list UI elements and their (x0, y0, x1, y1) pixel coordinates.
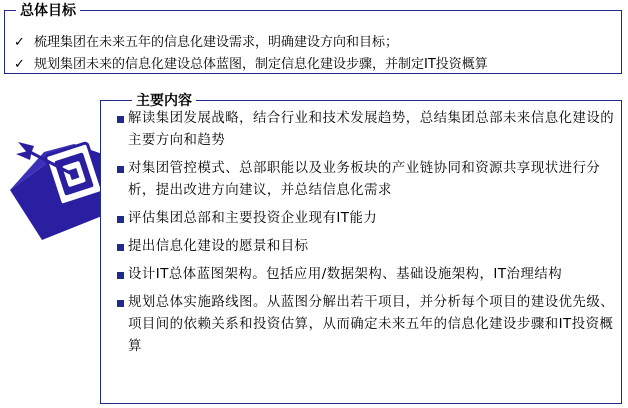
overall-goal-list (14, 32, 488, 76)
list-item (14, 32, 488, 54)
list-item (116, 264, 616, 286)
list-item (116, 236, 616, 258)
square-bullet-icon (116, 108, 128, 130)
content-text: 对集团管控模式、总部职能以及业务板块的产业链协同和资源共享现状进行分析，提出改进方向建议，并总结信息化需求 (128, 161, 601, 198)
content-text: 评估集团总部和主要投资企业现有IT能力 (128, 211, 378, 226)
check-mark-icon: ✓ (14, 57, 25, 72)
list-item (116, 158, 616, 202)
content-text: 提出信息化建设的愿景和目标 (128, 239, 309, 254)
content-text: 规划总体实施路线图。从蓝图分解出若干项目，并分析每个项目的建设优先级、项目间的依赖关系和投资估算，从而确定未来五年的信息化建设步骤和IT投资概算 (128, 295, 615, 354)
content-text: 设计IT总体蓝图架构。包括应用/数据架构、基础设施架构，IT治理结构 (128, 267, 563, 282)
goal-text: 规划集团未来的信息化建设总体蓝图，制定信息化建设步骤，并制定IT投资概算 (34, 57, 488, 72)
goal-text: 梳理集团在未来五年的信息化建设需求，明确建设方向和目标； (34, 35, 399, 50)
list-item (14, 54, 488, 76)
main-content-heading: 主要内容 (132, 92, 196, 110)
check-mark-icon: ✓ (14, 35, 25, 50)
main-content-list (116, 108, 616, 364)
list-item (116, 208, 616, 230)
overall-goal-heading: 总体目标 (16, 2, 80, 20)
square-bullet-icon (116, 236, 128, 258)
content-text: 解读集团发展战略，结合行业和技术发展趋势，总结集团总部未来信息化建设的主要方向和趋势 (128, 111, 615, 148)
square-bullet-icon (116, 264, 128, 286)
list-item (116, 108, 616, 152)
square-bullet-icon (116, 208, 128, 230)
square-bullet-icon (116, 158, 128, 180)
square-bullet-icon (116, 292, 128, 314)
list-item (116, 292, 616, 358)
